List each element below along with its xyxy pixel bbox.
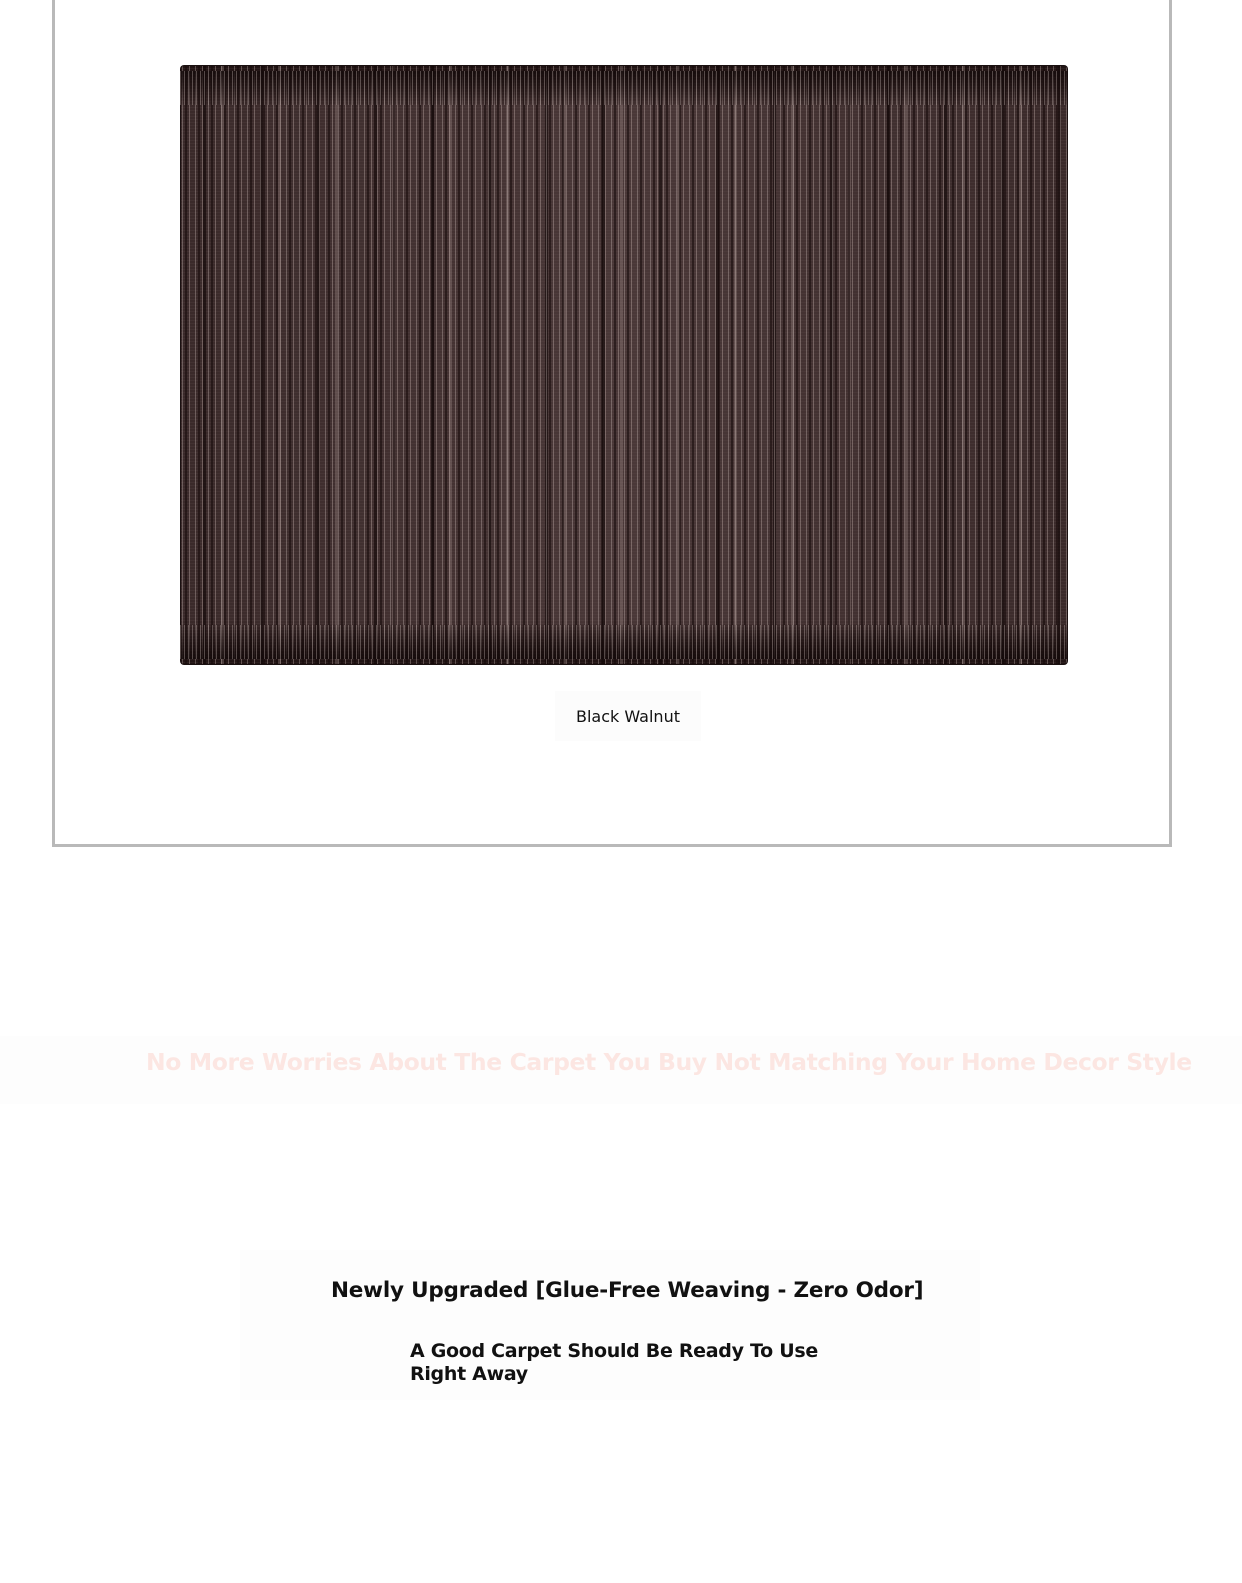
product-showcase-frame [52, 0, 1172, 847]
color-variant-label: Black Walnut [555, 691, 701, 741]
rug-image[interactable] [180, 65, 1068, 665]
feature-subtitle: A Good Carpet Should Be Ready To Use Right Away [410, 1340, 818, 1385]
feature-title: Newly Upgraded [Glue-Free Weaving - Zero Odor] [331, 1278, 924, 1303]
rug-edge-top [180, 71, 1068, 105]
tagline-text: No More Worries About The Carpet You Buy Not Matching Your Home Decor Style [146, 1048, 1192, 1076]
rug-edge-bottom [180, 625, 1068, 659]
